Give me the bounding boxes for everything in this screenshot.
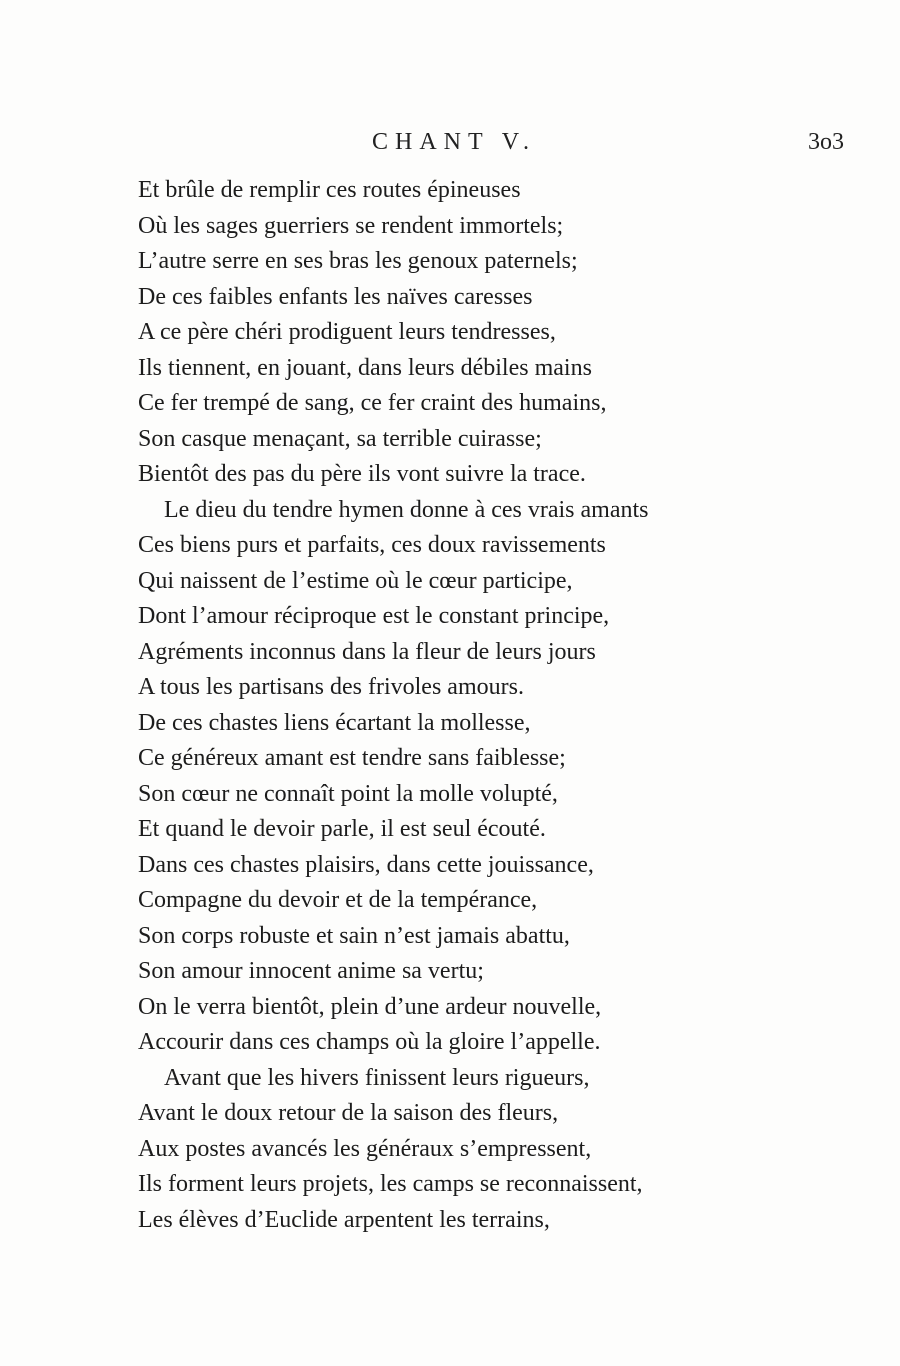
verse-line: L’autre serre en ses bras les genoux paternels;	[138, 248, 578, 274]
verse-line: Aux postes avancés les généraux s’empressent,	[138, 1135, 592, 1162]
verse-line: Avant que les hivers finissent leurs rigueurs,	[164, 1064, 590, 1091]
verse-line: Bientôt des pas du père ils vont suivre la trace.	[138, 461, 586, 487]
verse-line: Son cœur ne connaît point la molle volupté,	[138, 780, 558, 807]
verse-line: Le dieu du tendre hymen donne à ces vrais amants	[164, 496, 649, 523]
verse-block	[138, 173, 838, 1238]
verse-line: Qui naissent de l’estime où le cœur participe,	[138, 567, 573, 594]
verse-line: Ces biens purs et parfaits, ces doux ravissements	[138, 532, 606, 558]
verse-line: Son casque menaçant, sa terrible cuirasse;	[138, 425, 542, 452]
page-number: 3o3	[808, 129, 844, 155]
verse-line: Accourir dans ces champs où la gloire l’appelle.	[138, 1029, 601, 1055]
running-title: CHANT V.	[372, 129, 537, 155]
verse-line: Agréments inconnus dans la fleur de leurs jours	[138, 638, 596, 665]
verse-line: Compagne du devoir et de la tempérance,	[138, 887, 538, 913]
verse-line: Et brûle de remplir ces routes épineuses	[138, 177, 521, 203]
verse-line: Ce fer trempé de sang, ce fer craint des humains,	[138, 390, 607, 416]
verse-line: Ce généreux amant est tendre sans faiblesse;	[138, 745, 566, 771]
verse-line: Avant le doux retour de la saison des fleurs,	[138, 1100, 559, 1126]
verse-line: De ces faibles enfants les naïves caresses	[138, 283, 533, 310]
verse-line: On le verra bientôt, plein d’une ardeur nouvelle,	[138, 993, 602, 1020]
verse-line: Les élèves d’Euclide arpentent les terrains,	[138, 1206, 550, 1233]
verse-line: Son corps robuste et sain n’est jamais abattu,	[138, 922, 570, 949]
verse-line: Et quand le devoir parle, il est seul écouté.	[138, 816, 546, 842]
verse-line: A tous les partisans des frivoles amours.	[138, 674, 524, 700]
running-head	[0, 122, 900, 162]
verse-line: Ils forment leurs projets, les camps se reconnaissent,	[138, 1171, 643, 1197]
verse-line: De ces chastes liens écartant la mollesse,	[138, 709, 531, 736]
verse-line: Ils tiennent, en jouant, dans leurs débiles mains	[138, 354, 592, 381]
verse-line: Dont l’amour réciproque est le constant principe,	[138, 603, 610, 629]
verse-line: A ce père chéri prodiguent leurs tendresses,	[138, 319, 556, 345]
verse-line: Dans ces chastes plaisirs, dans cette jouissance,	[138, 851, 594, 878]
verse-line: Son amour innocent anime sa vertu;	[138, 958, 484, 984]
verse-line: Où les sages guerriers se rendent immortels;	[138, 212, 564, 239]
